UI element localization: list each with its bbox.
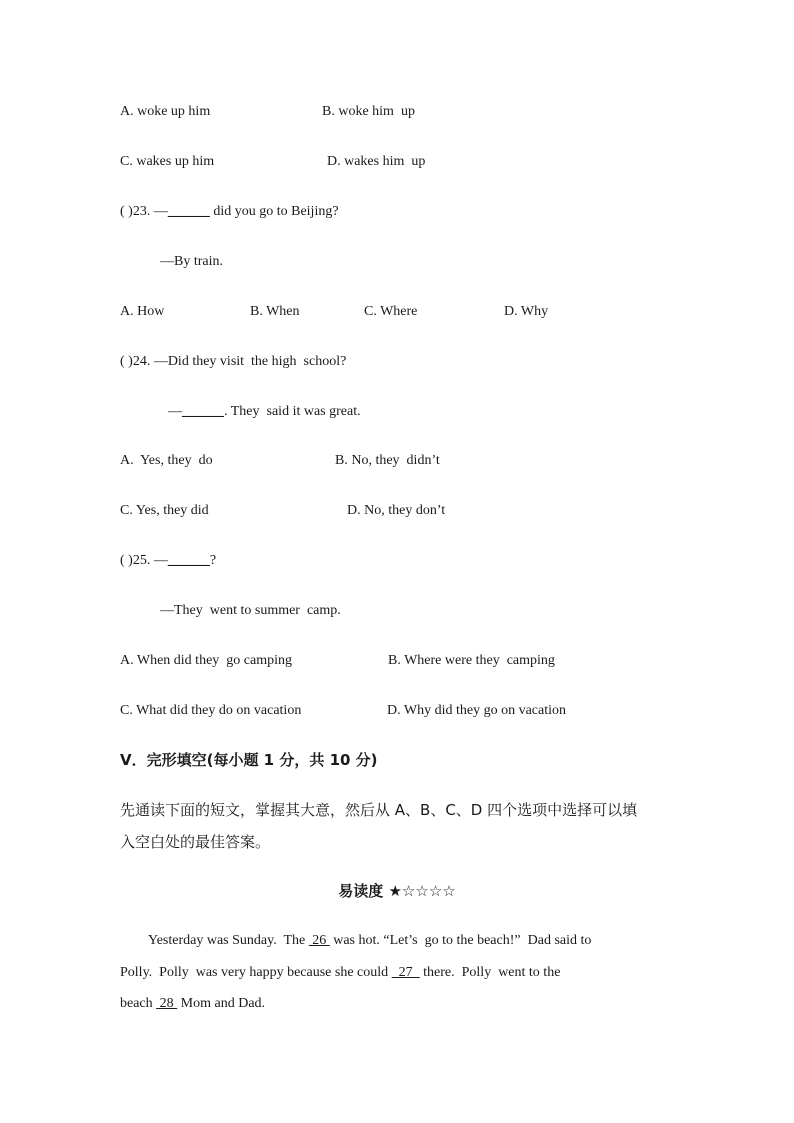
passage-line-1-end: was hot. “Let’s go to the beach!” Dad said to <box>329 933 592 948</box>
q24-blank: ______ <box>182 404 224 419</box>
q24-stem: ( )24. —Did they visit the high school? <box>120 354 347 369</box>
q25-answer: —They went to summer camp. <box>160 603 341 618</box>
q23-option-c: C. Where <box>364 304 418 319</box>
q25-option-a: A. When did they go camping <box>120 653 292 668</box>
q22-option-d: D. wakes him up <box>327 154 426 169</box>
q23-option-a: A. How <box>120 304 165 319</box>
passage-line-3 <box>120 994 265 1014</box>
q24-option-b: B. No, they didn’t <box>335 453 440 468</box>
q24-option-d: D. No, they don’t <box>347 503 446 518</box>
q22-option-b: B. woke him up <box>322 104 415 119</box>
passage-line-1-start: Yesterday was Sunday. The <box>148 933 309 948</box>
difficulty-rating: 易读度 ★☆☆☆☆ <box>338 882 456 900</box>
passage-line-2-start: Polly. Polly was very happy because she could <box>120 965 392 980</box>
q25-option-b: B. Where were they camping <box>388 653 555 668</box>
section-instruction-line-2: 入空白处的最佳答案。 <box>120 833 271 851</box>
q22-option-c: C. wakes up him <box>120 154 215 169</box>
passage-line-2-end: there. Polly went to the <box>419 965 561 980</box>
q24-option-a: A. Yes, they do <box>120 453 213 468</box>
q25-stem-prefix: ( )25. — <box>120 553 168 568</box>
blank-28: 28 <box>156 996 178 1011</box>
q22-option-a: A. woke up him <box>120 104 211 119</box>
passage-line-2 <box>120 963 560 983</box>
q24-answer-prefix: — <box>168 404 182 419</box>
q25-option-d: D. Why did they go on vacation <box>387 703 566 718</box>
blank-26: 26 <box>308 933 330 948</box>
passage-line-3-end: Mom and Dad. <box>177 996 266 1011</box>
q24-option-c: C. Yes, they did <box>120 503 209 518</box>
passage-line-3-start: beach <box>120 996 157 1011</box>
q24-answer-suffix: . They said it was great. <box>224 404 361 419</box>
q23-stem-prefix: ( )23. — <box>120 204 168 219</box>
q24-answer <box>168 402 361 422</box>
q25-stem-suffix: ? <box>209 553 217 568</box>
section-instruction-line-1: 先通读下面的短文，掌握其大意，然后从 A、B、C、D 四个选项中选择可以填 <box>120 801 638 819</box>
blank-27: 27 <box>391 965 420 980</box>
section-title: V．完形填空(每小题 1 分，共 10 分) <box>120 751 378 769</box>
q25-blank: ______ <box>167 553 210 568</box>
q23-option-d: D. Why <box>504 304 549 319</box>
q23-answer: —By train. <box>160 254 223 269</box>
q23-stem-suffix: did you go to Beijing? <box>209 204 339 219</box>
q23-blank: ______ <box>167 204 210 219</box>
q25-option-c: C. What did they do on vacation <box>120 703 302 718</box>
q23-stem <box>120 202 339 222</box>
q23-option-b: B. When <box>250 304 300 319</box>
passage-line-1 <box>148 931 591 951</box>
q25-stem <box>120 551 216 571</box>
